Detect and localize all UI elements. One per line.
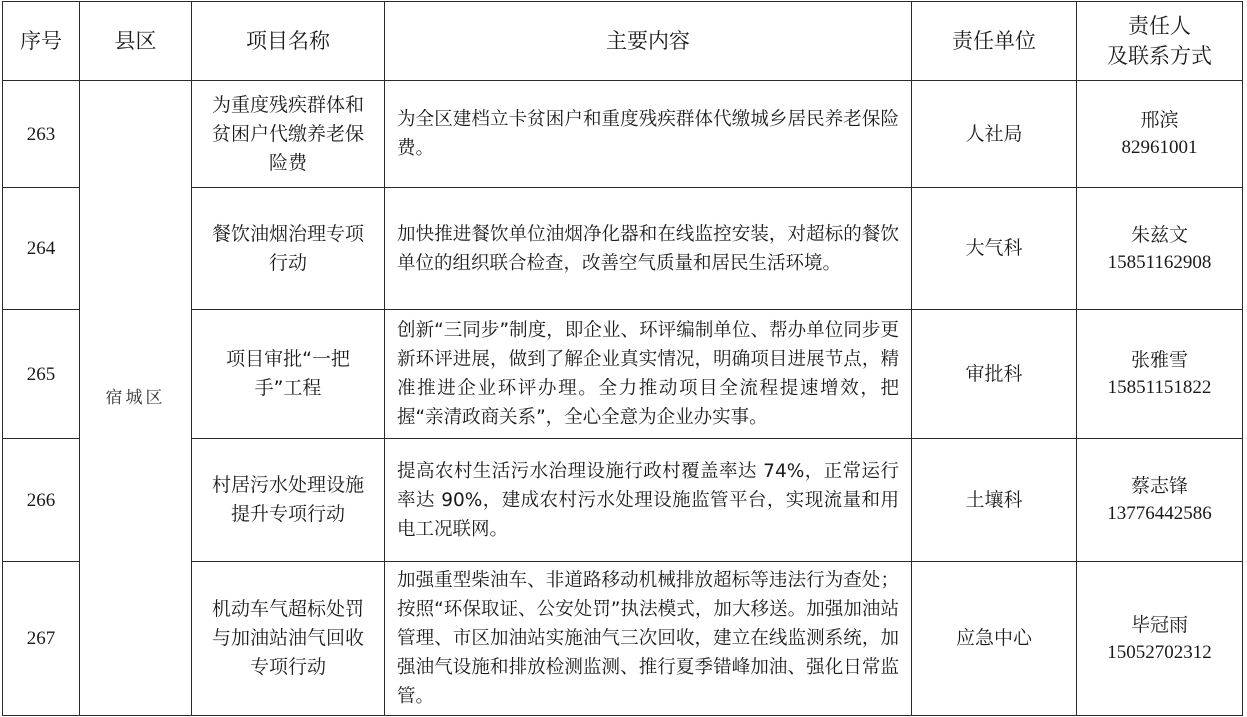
row-person — [1077, 439, 1243, 562]
header-project: 项目名称 — [192, 2, 385, 81]
person-name: 朱兹文 — [1130, 223, 1188, 246]
row-person — [1077, 310, 1243, 439]
row-unit: 人社局 — [912, 81, 1077, 188]
table-header-row — [3, 2, 1243, 81]
person-phone: 15851151822 — [1107, 377, 1212, 398]
county-cell: 宿城区 — [80, 81, 192, 716]
row-unit: 应急中心 — [912, 562, 1077, 716]
table-row — [3, 81, 1243, 188]
row-person — [1077, 188, 1243, 310]
header-content: 主要内容 — [385, 2, 912, 81]
row-content: 加快推进餐饮单位油烟净化器和在线监控安装，对超标的餐饮单位的组织联合检查，改善空气质量和居民生活环境。 — [385, 188, 912, 310]
header-person-line2: 及联系方式 — [1107, 44, 1212, 68]
row-content: 加强重型柴油车、非道路移动机械排放超标等违法行为查处；按照“环保取证、公安处罚”执法模式，加大移送。加强加油站管理、市区加油站实施油气三次回收，建立在线监测系统，加强油气设施和排放检测监测、推行夏季错峰加油、强化日常监管。 — [385, 562, 912, 716]
row-seq: 267 — [3, 562, 80, 716]
row-seq: 264 — [3, 188, 80, 310]
row-seq: 263 — [3, 81, 80, 188]
row-content: 提高农村生活污水治理设施行政村覆盖率达 74%，正常运行率达 90%，建成农村污水处理设施监管平台，实现流量和用电工况联网。 — [385, 439, 912, 562]
header-person — [1077, 2, 1243, 81]
row-seq: 266 — [3, 439, 80, 562]
row-content: 为全区建档立卡贫困户和重度残疾群体代缴城乡居民养老保险费。 — [385, 81, 912, 188]
person-name: 张雅雪 — [1130, 349, 1188, 371]
row-unit: 土壤科 — [912, 439, 1077, 562]
row-project: 村居污水处理设施提升专项行动 — [192, 439, 385, 562]
person-name: 邢滨 — [1140, 109, 1179, 131]
person-name: 毕冠雨 — [1130, 613, 1188, 636]
person-name: 蔡志锋 — [1130, 475, 1188, 497]
row-person — [1077, 562, 1243, 716]
header-person-line1: 责任人 — [1128, 14, 1191, 38]
header-seq: 序号 — [3, 2, 80, 81]
row-person — [1077, 81, 1243, 188]
row-unit: 审批科 — [912, 310, 1077, 439]
project-table — [2, 1, 1243, 716]
row-project: 餐饮油烟治理专项行动 — [192, 188, 385, 310]
person-phone: 15851162908 — [1107, 251, 1212, 273]
row-unit: 大气科 — [912, 188, 1077, 310]
person-phone: 15052702312 — [1107, 641, 1212, 663]
row-project: 为重度残疾群体和贫困户代缴养老保险费 — [192, 81, 385, 188]
header-county: 县区 — [80, 2, 192, 81]
header-unit: 责任单位 — [912, 2, 1077, 81]
row-content: 创新“三同步”制度，即企业、环评编制单位、帮办单位同步更新环评进展，做到了解企业真实情况，明确项目进展节点，精准推进企业环评办理。全力推动项目全流程提速增效，把握“亲清政商关系”，全心全意为企业办实事。 — [385, 310, 912, 439]
person-phone: 82961001 — [1121, 137, 1198, 158]
row-project: 机动车气超标处罚与加油站油气回收专项行动 — [192, 562, 385, 716]
row-seq: 265 — [3, 310, 80, 439]
row-project: 项目审批“一把手”工程 — [192, 310, 385, 439]
person-phone: 13776442586 — [1107, 503, 1212, 524]
